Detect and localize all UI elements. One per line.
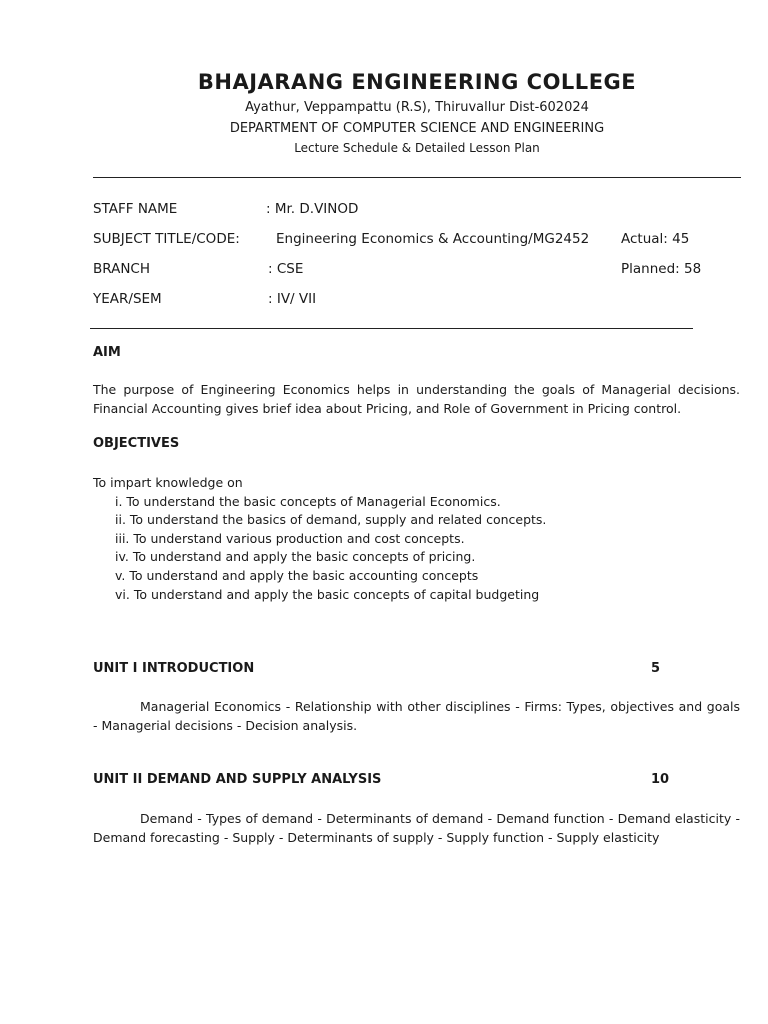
objective-item: i. To understand the basic concepts of Managerial Economics.	[115, 493, 501, 509]
staff-label: STAFF NAME	[93, 201, 178, 217]
actual-hours: Actual: 45	[621, 231, 690, 247]
college-address: Ayathur, Veppampattu (R.S), Thiruvallur Dist-602024	[245, 100, 589, 115]
aim-heading: AIM	[93, 345, 121, 360]
unit-2-text: Demand - Types of demand - Determinants of demand - Demand function - Demand elasticity - Demand forecasting - Supply - Determinants of supply - Supply function - Supply elasticity	[93, 811, 740, 845]
unit-1-text: Managerial Economics - Relationship with other disciplines - Firms: Types, objectives and goals - Managerial decisions - Decision analysis.	[93, 699, 740, 733]
objective-item: v. To understand and apply the basic accounting concepts	[115, 567, 479, 583]
unit-1-title: UNIT I INTRODUCTION	[93, 661, 255, 676]
objective-item: iii. To understand various production and cost concepts.	[115, 530, 465, 546]
staff-value: : Mr. D.VINOD	[266, 201, 359, 217]
objective-item: vi. To understand and apply the basic concepts of capital budgeting	[115, 586, 540, 602]
planned-hours: Planned: 58	[621, 261, 702, 277]
department-name: DEPARTMENT OF COMPUTER SCIENCE AND ENGINEERING	[229, 121, 605, 136]
unit-2-title: UNIT II DEMAND AND SUPPLY ANALYSIS	[93, 772, 382, 787]
objectives-intro: To impart knowledge on	[93, 475, 243, 490]
subject-value: Engineering Economics & Accounting/MG2452	[276, 231, 590, 247]
year-value: : IV/ VII	[268, 291, 317, 307]
objectives-heading: OBJECTIVES	[93, 436, 180, 451]
header-divider	[93, 177, 741, 178]
objective-item: iv. To understand and apply the basic concepts of pricing.	[115, 549, 476, 565]
subject-label: SUBJECT TITLE/CODE:	[93, 231, 240, 247]
unit-2-hours: 10	[651, 772, 670, 787]
year-label: YEAR/SEM	[93, 291, 162, 307]
objective-item: ii. To understand the basics of demand, supply and related concepts.	[115, 512, 547, 528]
branch-label: BRANCH	[93, 261, 151, 277]
unit-1-hours: 5	[651, 661, 661, 676]
info-divider	[90, 328, 693, 329]
plan-title: Lecture Schedule & Detailed Lesson Plan	[294, 141, 540, 155]
college-name: BHAJARANG ENGINEERING COLLEGE	[197, 70, 637, 94]
branch-value: : CSE	[268, 261, 304, 277]
objectives-list	[93, 474, 546, 604]
aim-text: The purpose of Engineering Economics helps in understanding the goals of Managerial decisions. Financial Accounting gives brief idea about Pricing, and Role of Government in Pricing control.	[93, 382, 740, 416]
